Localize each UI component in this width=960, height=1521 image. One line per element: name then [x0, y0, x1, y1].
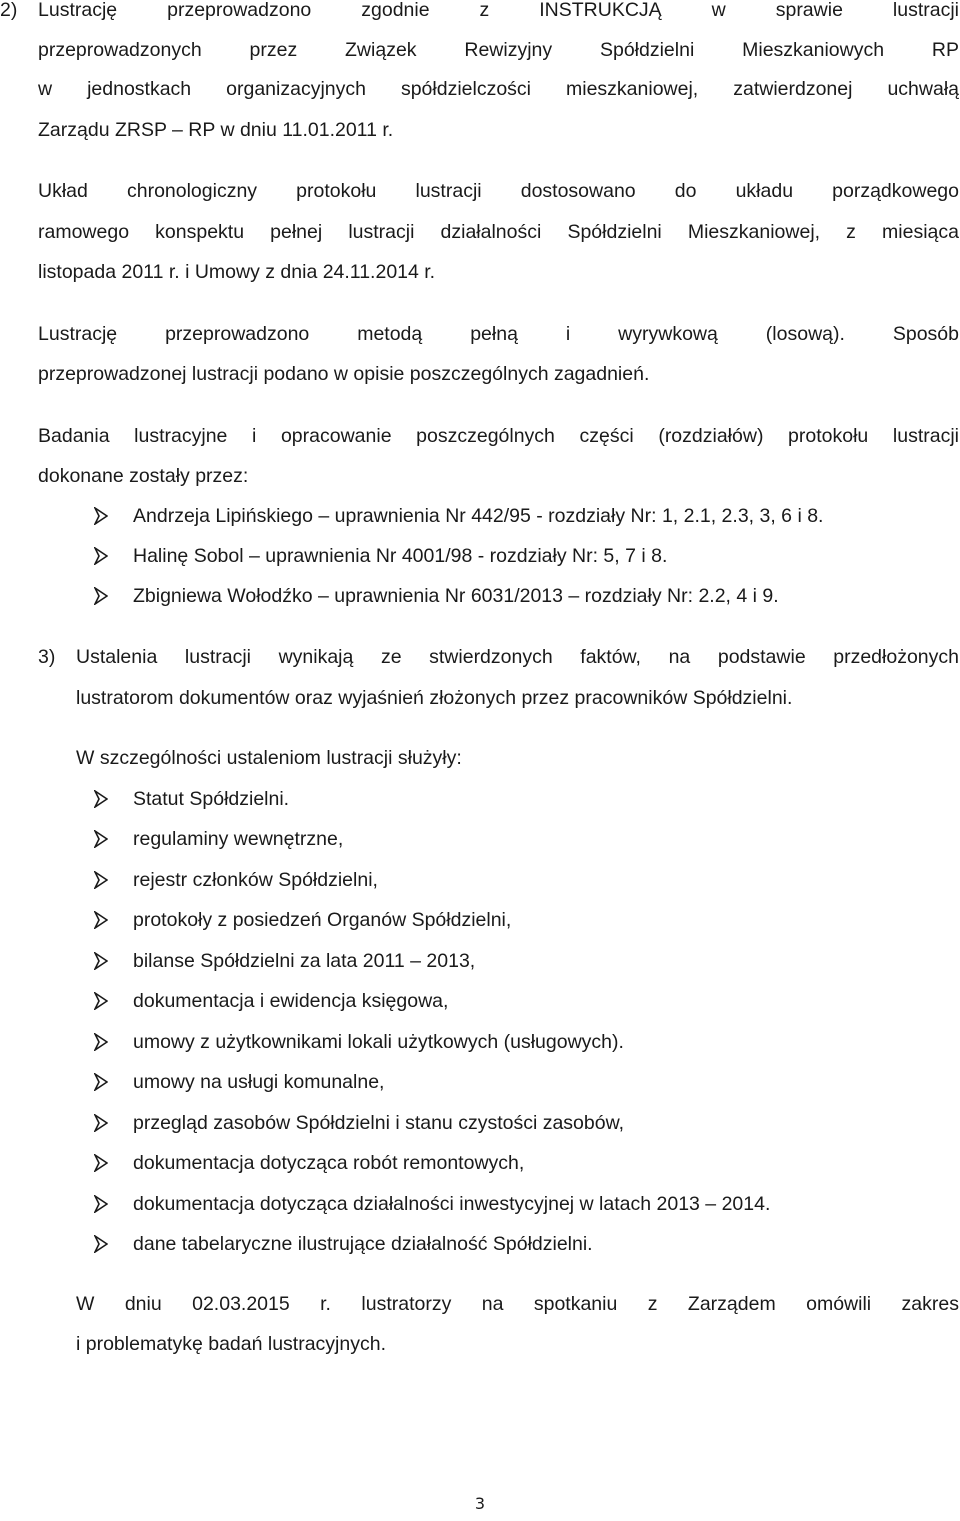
text-line: listopada 2011 r. i Umowy z dnia 24.11.2014 r. [38, 261, 436, 283]
list-item: protokoły z posiedzeń Organów Spółdzielni, [133, 909, 512, 931]
list-item: dane tabelaryczne ilustrujące działalność Spółdzielni. [133, 1233, 593, 1255]
text-line: przeprowadzonej lustracji podano w opisie poszczególnych zagadnień. [38, 363, 650, 385]
text-line: w jednostkach organizacyjnych spółdzielczości mieszkaniowej, zatwierdzonej uchwałą [38, 78, 959, 100]
text-line: lustratorom dokumentów oraz wyjaśnień złożonych przez pracowników Spółdzielni. [76, 687, 793, 709]
arrowhead-bullet-icon [94, 1033, 108, 1051]
list-item: umowy z użytkownikami lokali użytkowych (usługowych). [133, 1031, 624, 1053]
text-line: Ustalenia lustracji wynikają ze stwierdzonych faktów, na podstawie przedłożonych [76, 646, 959, 668]
list-item: Statut Spółdzielni. [133, 788, 290, 810]
arrowhead-bullet-icon [94, 1073, 108, 1091]
arrowhead-bullet-icon [94, 911, 108, 929]
text-line: przeprowadzonych przez Związek Rewizyjny Spółdzielni Mieszkaniowych RP [38, 39, 959, 61]
arrowhead-bullet-icon [94, 1195, 108, 1213]
arrowhead-bullet-icon [94, 507, 108, 525]
text-line: ramowego konspektu pełnej lustracji działalności Spółdzielni Mieszkaniowej, z miesiąca [38, 221, 959, 243]
list-item: rejestr członków Spółdzielni, [133, 869, 378, 891]
arrowhead-bullet-icon [94, 1114, 108, 1132]
arrowhead-bullet-icon [94, 952, 108, 970]
text-line: Lustrację przeprowadzono metodą pełną i wyrywkową (losową). Sposób [38, 323, 959, 345]
text-line: Zarządu ZRSP – RP w dniu 11.01.2011 r. [38, 119, 394, 141]
list-item: umowy na usługi komunalne, [133, 1071, 385, 1093]
list-item: dokumentacja dotycząca działalności inwestycyjnej w latach 2013 – 2014. [133, 1193, 771, 1215]
arrowhead-bullet-icon [94, 871, 108, 889]
section-number: 2) [0, 0, 18, 21]
arrowhead-bullet-icon [94, 992, 108, 1010]
arrowhead-bullet-icon [94, 790, 108, 808]
text-line: i problematykę badań lustracyjnych. [76, 1333, 386, 1355]
list-item: dokumentacja dotycząca robót remontowych, [133, 1152, 525, 1174]
arrowhead-bullet-icon [94, 587, 108, 605]
section-number: 3) [38, 646, 56, 668]
text-line: Badania lustracyjne i opracowanie poszczególnych części (rozdziałów) protokołu lustracji [38, 425, 959, 447]
list-item: dokumentacja i ewidencja księgowa, [133, 990, 449, 1012]
arrowhead-bullet-icon [94, 1154, 108, 1172]
page-number: 3 [474, 1494, 486, 1513]
text-line: dokonane zostały przez: [38, 465, 249, 487]
arrowhead-bullet-icon [94, 1235, 108, 1253]
list-item: bilanse Spółdzielni za lata 2011 – 2013, [133, 950, 476, 972]
list-item: Zbigniewa Wołodźko – uprawnienia Nr 6031/2013 – rozdziały Nr: 2.2, 4 i 9. [133, 585, 779, 607]
list-item: Halinę Sobol – uprawnienia Nr 4001/98 - rozdziały Nr: 5, 7 i 8. [133, 545, 668, 567]
text-line: W dniu 02.03.2015 r. lustratorzy na spotkaniu z Zarządem omówili zakres [76, 1293, 959, 1315]
list-intro: W szczególności ustaleniom lustracji służyły: [76, 747, 462, 769]
list-item: regulaminy wewnętrzne, [133, 828, 344, 850]
text-line: Układ chronologiczny protokołu lustracji dostosowano do układu porządkowego [38, 180, 959, 202]
list-item: Andrzeja Lipińskiego – uprawnienia Nr 442/95 - rozdziały Nr: 1, 2.1, 2.3, 3, 6 i 8. [133, 505, 824, 527]
arrowhead-bullet-icon [94, 830, 108, 848]
arrowhead-bullet-icon [94, 547, 108, 565]
text-line: Lustrację przeprowadzono zgodnie z INSTRUKCJĄ w sprawie lustracji [38, 0, 959, 21]
list-item: przegląd zasobów Spółdzielni i stanu czystości zasobów, [133, 1112, 625, 1134]
